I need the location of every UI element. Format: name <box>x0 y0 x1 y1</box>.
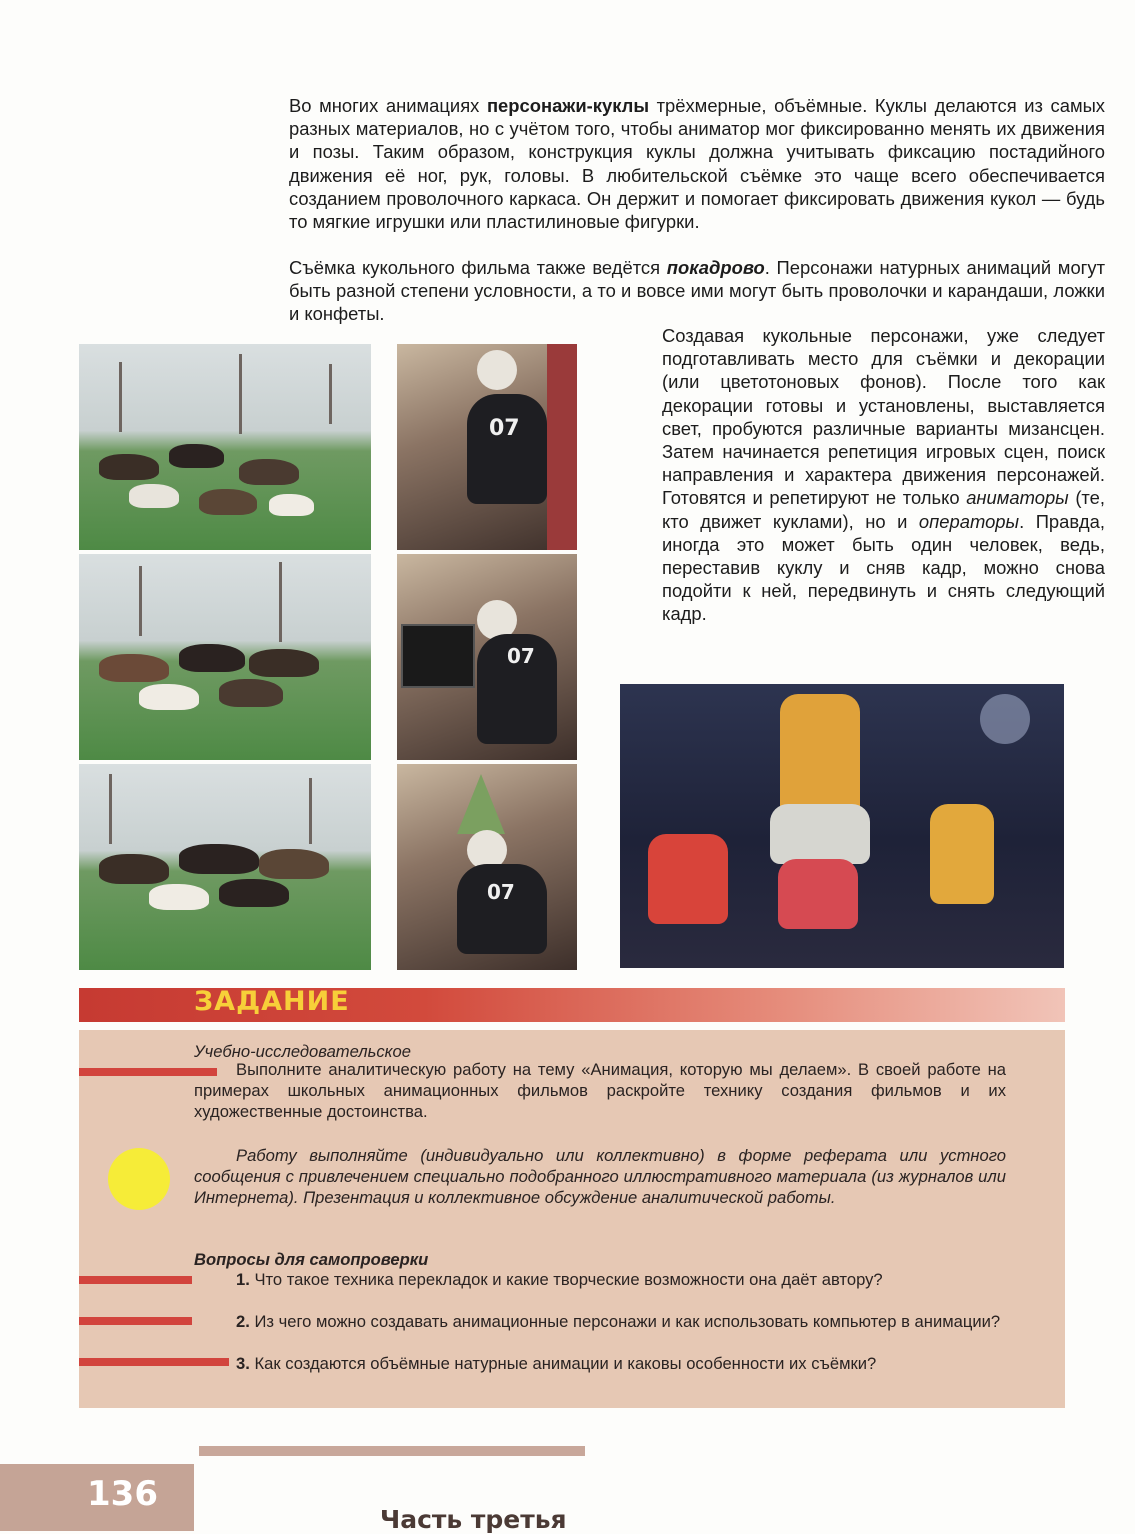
puppet-number: 07 <box>487 880 515 904</box>
photo-puppet-3 <box>397 764 577 970</box>
stripe <box>79 1317 192 1325</box>
stripe <box>79 1276 192 1284</box>
question-3: 3. Как создаются объёмные натурные анимации и каковы особенности их съёмки? <box>236 1354 877 1373</box>
paragraph-frame-by-frame: Съёмка кукольного фильма также ведётся покадрово. Персонажи натурных анимаций могут быть разной степени условности, а то и вовсе ими могут быть проволочки и карандаши, ложки и конфеты. <box>289 257 1105 325</box>
paragraph-puppets: Во многих анимациях персонажи-куклы трёхмерные, объёмные. Куклы делаются из самых разных материалов, но с учётом того, чтобы аниматор мог фиксированно менять их движения и позы. Таким образом, конструкция куклы должна учитывать фиксацию постадийного движения её ног, рук, головы. В любительской съёмке это чаще всего обеспечивается созданием проволочного каркаса. Он держит и помогает фиксировать движения кукол — будь то мягкие игрушки или пластилиновые фигурки. <box>289 95 1105 233</box>
sun-icon <box>108 1148 170 1210</box>
task-paragraph-2: Работу выполняйте (индивидуально или коллективно) в форме реферата или устного сообщения с привлечением специально подобранного иллюстративного материала (из журналов или Интернета). Презентация и коллективное обсуждение аналитической работы. <box>194 1146 1006 1207</box>
paragraph-preparation: Создавая кукольные персонажи, уже следует подготавливать место для съёмки и декорации (или цветотоновых фонов). После того как декорации готовы и установлены, выставляется свет, пробуются различные варианты мизансцен. Затем начинается репетиция игровых сцен, поиск направления и характера движения персонажей. Готовятся и репетируют не только аниматоры (те, кто движет куклами), но и операторы. Правда, иногда это может быть один человек, ведь, переставив куклу и сняв кадр, можно снова подойти к ней, передвинуть и снять следующий кадр. <box>662 325 1106 625</box>
questions-title: Вопросы для самопроверки <box>194 1250 429 1269</box>
page-number: 136 <box>87 1474 158 1514</box>
puppet-number: 07 <box>507 644 535 668</box>
photo-fabric-puppets <box>620 684 1064 968</box>
photo-horses-2 <box>79 554 371 760</box>
task-paragraph-1: Выполните аналитическую работу на тему «Анимация, которую мы делаем». В своей работе на примерах школьных анимационных фильмов раскройте технику создания фильмов и их художественные достоинства. <box>194 1060 1006 1121</box>
photo-horses-1 <box>79 344 371 550</box>
task-heading: ЗАДАНИЕ <box>194 986 350 1017</box>
question-2: 2. Из чего можно создавать анимационные персонажи и как использовать компьютер в анимации? <box>236 1312 1001 1331</box>
question-1: 1. Что такое техника перекладок и какие творческие возможности она даёт автору? <box>236 1270 883 1289</box>
photo-horses-3 <box>79 764 371 970</box>
puppet-number: 07 <box>489 416 520 441</box>
photo-puppet-2 <box>397 554 577 760</box>
footer-bar <box>199 1446 585 1456</box>
part-title: Часть третья <box>380 1505 567 1534</box>
task-type: Учебно-исследовательское <box>194 1042 411 1061</box>
photo-puppet-1 <box>397 344 577 550</box>
